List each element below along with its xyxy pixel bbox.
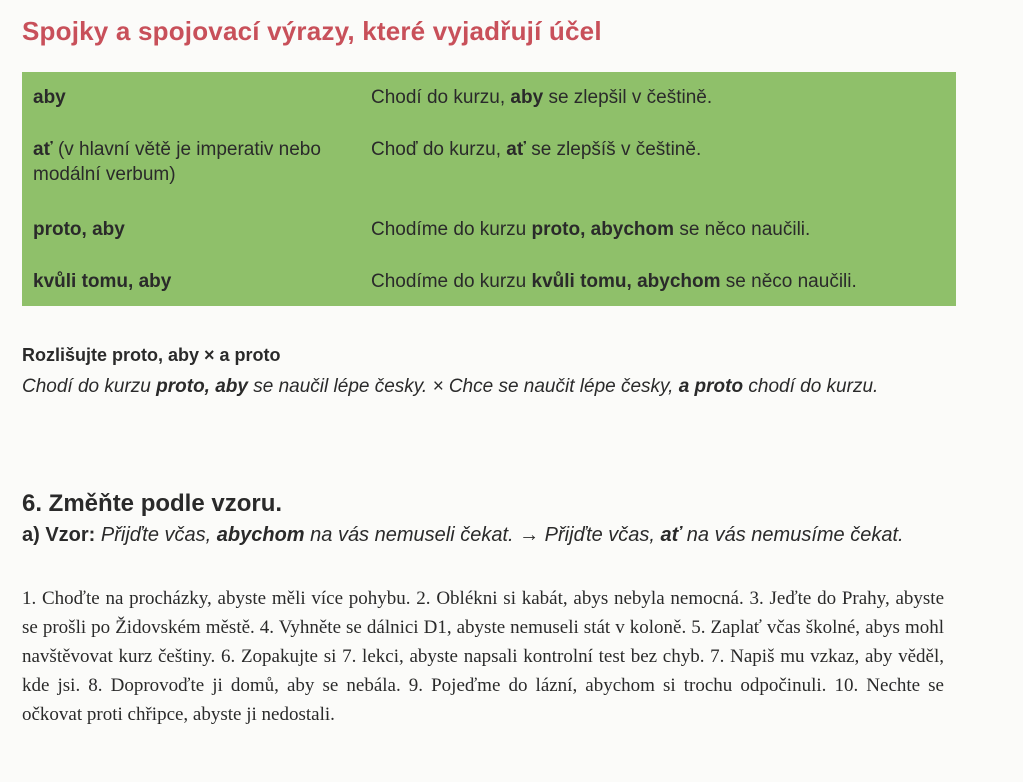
bold-text-run: kvůli tomu, abychom (531, 271, 721, 292)
conjunction-cell (33, 137, 323, 187)
section-title: Spojky a spojovací výrazy, které vyjadřují účel (22, 16, 602, 46)
model-label: a) Vzor: (22, 524, 96, 546)
example-cell (371, 269, 951, 294)
text-run: se zlepšil v češtině. (543, 87, 713, 108)
conjunction-cell (33, 269, 353, 294)
example-cell (371, 217, 951, 242)
text-run: Přijďte včas, (95, 524, 217, 546)
text-run: se něco naučili. (674, 219, 811, 240)
text-run: Chodí do kurzu, (371, 87, 511, 108)
bold-text-run: a proto (678, 376, 744, 397)
distinguish-example (22, 376, 878, 398)
distinguish-heading: Rozlišujte proto, aby × a proto (22, 345, 281, 365)
bold-text-run: proto, abychom (531, 219, 675, 240)
bold-text-run: ať (660, 524, 682, 546)
exercise-title: 6. Změňte podle vzoru. (22, 490, 283, 517)
bold-text-run: aby (510, 87, 544, 108)
conjunction-cell (33, 85, 353, 110)
text-run: na vás nemuseli čekat. → Přijďte včas, (304, 524, 661, 546)
text-run: Choď do kurzu, (371, 139, 507, 160)
bold-text-run: proto, aby (33, 219, 125, 240)
exercise-model (22, 524, 904, 547)
text-run: se něco naučili. (720, 271, 857, 292)
model-text (95, 524, 903, 546)
text-run: chodí do kurzu. (743, 376, 879, 397)
bold-text-run: ať (506, 139, 526, 160)
conjunction-table (22, 72, 956, 306)
text-run: se zlepšíš v češtině. (525, 139, 702, 160)
exercise-sentences: 1. Choďte na procházky, abyste měli více pohybu. 2. Oblékni si kabát, abys nebyla nemocná. 3. Jeďte do Prahy, abyste se prošli po Židovském městě. 4. Vyhněte se dálnici D1, abyste nemuseli stát v koloně. 5. Zaplať včas školné, abys mohl navštěvovat kurz češtiny. 6. Zopakujte si 7. lekci, abyste napsali kontrolní test bez chyb. 7. Napiš mu vzkaz, aby věděl, kde jsi. 8. Doprovoďte ji domů, aby se nebála. 9. Pojeďme do lázní, abychom si trochu odpočinuli. 10. Nechte se očkovat proti chřipce, abyste ji nedostali. (22, 588, 944, 725)
text-run: Chodíme do kurzu (371, 271, 532, 292)
bold-text-run: kvůli tomu, aby (33, 271, 172, 292)
text-run: se naučil lépe česky. × Chce se naučit lépe česky, (247, 376, 679, 397)
text-run: Chodí do kurzu (22, 376, 157, 397)
bold-text-run: proto, aby (156, 376, 248, 397)
text-run: na vás nemusíme čekat. (681, 524, 904, 546)
example-cell (371, 85, 951, 110)
bold-text-run: ať (33, 139, 53, 160)
conjunction-cell (33, 217, 353, 242)
text-run: (v hlavní větě je imperativ nebo modální verbum) (33, 139, 321, 185)
bold-text-run: aby (33, 87, 66, 108)
example-cell (371, 137, 951, 162)
text-run: Chodíme do kurzu (371, 219, 532, 240)
bold-text-run: abychom (216, 524, 305, 546)
